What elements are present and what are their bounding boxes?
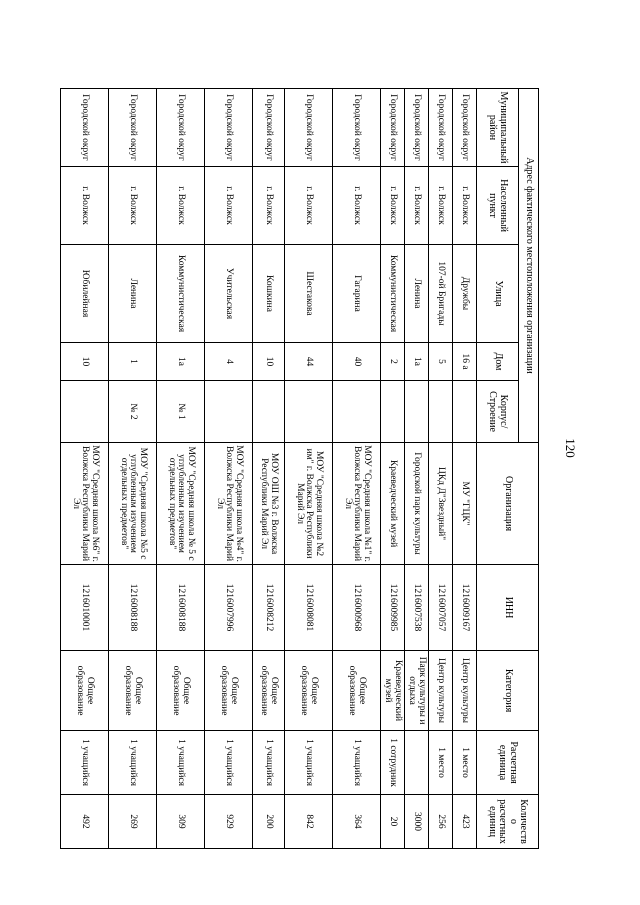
cell-building <box>333 381 381 443</box>
cell-inn: 1216008212 <box>253 565 285 651</box>
cell-organization: МОУ ОШ №3 г. Волжска Республики Марий Эл <box>253 443 285 565</box>
cell-inn: 1216010001 <box>61 565 109 651</box>
cell-unit: 1 учащийся <box>109 731 157 795</box>
cell-unit-count: 200 <box>253 795 285 849</box>
cell-street: Коммунистическая <box>157 245 205 343</box>
cell-inn: 1216009167 <box>453 565 477 651</box>
cell-building <box>285 381 333 443</box>
cell-inn: 1216007996 <box>205 565 253 651</box>
cell-organization: Городской парк культуры <box>405 443 429 565</box>
header-inn: ИНН <box>477 565 539 651</box>
cell-district: Городской округ <box>405 89 429 167</box>
cell-street: 107-ой Бригады <box>429 245 453 343</box>
cell-house: 5 <box>429 343 453 381</box>
cell-district: Городской округ <box>381 89 405 167</box>
cell-inn: 1216009985 <box>381 565 405 651</box>
cell-district: Городской округ <box>157 89 205 167</box>
cell-organization: МОУ "Средняя школа №2 им" г. Волжска Республики Марий Эл <box>285 443 333 565</box>
cell-district: Городской округ <box>285 89 333 167</box>
cell-unit-count: 269 <box>109 795 157 849</box>
table-row <box>157 89 205 849</box>
cell-street: Учительская <box>205 245 253 343</box>
cell-locality: г. Волжск <box>109 167 157 245</box>
cell-street: Ленина <box>405 245 429 343</box>
header-category: Категория <box>477 651 539 731</box>
cell-house: 4 <box>205 343 253 381</box>
cell-unit-count: 20 <box>381 795 405 849</box>
cell-locality: г. Волжск <box>429 167 453 245</box>
cell-category: Общее образование <box>285 651 333 731</box>
address-group-caption: Адрес фактического местоположения организации <box>519 89 539 443</box>
cell-inn: 1216007057 <box>429 565 453 651</box>
cell-house: 1а <box>157 343 205 381</box>
cell-organization: МУ "ГЦК" <box>453 443 477 565</box>
header-organization: Организация <box>477 443 539 565</box>
cell-unit-count: 423 <box>453 795 477 849</box>
cell-building: № 2 <box>109 381 157 443</box>
table-row <box>333 89 381 849</box>
cell-unit: 1 учащийся <box>61 731 109 795</box>
cell-house: 10 <box>61 343 109 381</box>
cell-unit-count: 256 <box>429 795 453 849</box>
cell-locality: г. Волжск <box>205 167 253 245</box>
header-district: Муниципальный район <box>477 89 519 167</box>
cell-locality: г. Волжск <box>405 167 429 245</box>
cell-street: Дружбы <box>453 245 477 343</box>
table-row <box>381 89 405 849</box>
header-unit-count: Количество расчетных единиц <box>477 795 539 849</box>
cell-unit-count: 364 <box>333 795 381 849</box>
cell-unit: 1 место <box>429 731 453 795</box>
cell-house: 2 <box>381 343 405 381</box>
cell-unit: 1 учащийся <box>157 731 205 795</box>
cell-district: Городской округ <box>453 89 477 167</box>
cell-inn: 1216007538 <box>405 565 429 651</box>
header-unit: Расчетная единица <box>477 731 539 795</box>
cell-organization: МОУ "Средняя школа №5 с углубленным изучением отдельных предметов" <box>109 443 157 565</box>
cell-house: 1а <box>405 343 429 381</box>
cell-category: Центр культуры <box>453 651 477 731</box>
cell-district: Городской округ <box>205 89 253 167</box>
cell-category: Общее образование <box>333 651 381 731</box>
caption-row <box>519 89 539 849</box>
cell-organization: МОУ "Средняя школа №6" г. Волжска Республики Марий Эл <box>61 443 109 565</box>
cell-locality: г. Волжск <box>61 167 109 245</box>
cell-building <box>405 381 429 443</box>
cell-unit: 1 учащийся <box>205 731 253 795</box>
table-row <box>61 89 109 849</box>
cell-unit: 1 учащийся <box>285 731 333 795</box>
cell-unit-count: 309 <box>157 795 205 849</box>
cell-house: 44 <box>285 343 333 381</box>
cell-house: 16 а <box>453 343 477 381</box>
cell-locality: г. Волжск <box>253 167 285 245</box>
cell-locality: г. Волжск <box>333 167 381 245</box>
organizations-table <box>60 88 539 849</box>
cell-category: Общее образование <box>61 651 109 731</box>
cell-organization: МОУ "Средняя школа №1" г. Волжска Республики Марий Эл <box>333 443 381 565</box>
cell-district: Городской округ <box>61 89 109 167</box>
header-street: Улица <box>477 245 519 343</box>
cell-unit <box>405 731 429 795</box>
cell-street: Ленина <box>109 245 157 343</box>
cell-category: Общее образование <box>253 651 285 731</box>
cell-unit: 1 место <box>453 731 477 795</box>
table-row <box>429 89 453 849</box>
cell-building <box>381 381 405 443</box>
cell-category: Общее образование <box>109 651 157 731</box>
header-house: Дом <box>477 343 519 381</box>
cell-unit-count: 492 <box>61 795 109 849</box>
cell-building <box>253 381 285 443</box>
cell-district: Городской округ <box>109 89 157 167</box>
cell-house: 10 <box>253 343 285 381</box>
cell-category: Краеведческий музей <box>381 651 405 731</box>
cell-organization: Краеведческий музей <box>381 443 405 565</box>
cell-organization: МОУ "Средняя школа №4" г. Волжска Республики Марий Эл <box>205 443 253 565</box>
table-row <box>253 89 285 849</box>
rotated-table-container <box>70 88 539 848</box>
cell-inn: 1216000968 <box>333 565 381 651</box>
cell-building: № 1 <box>157 381 205 443</box>
header-locality: Населенный пункт <box>477 167 519 245</box>
cell-category: Общее образование <box>205 651 253 731</box>
cell-inn: 1216008081 <box>285 565 333 651</box>
cell-building <box>429 381 453 443</box>
table-row <box>285 89 333 849</box>
cell-house: 40 <box>333 343 381 381</box>
cell-locality: г. Волжск <box>381 167 405 245</box>
table-row <box>205 89 253 849</box>
cell-building <box>205 381 253 443</box>
header-building: Корпус/ Строение <box>477 381 519 443</box>
cell-street: Шестакова <box>285 245 333 343</box>
cell-locality: г. Волжск <box>157 167 205 245</box>
cell-inn: 1216008188 <box>157 565 205 651</box>
cell-street: Коммунистическая <box>381 245 405 343</box>
table-row <box>405 89 429 849</box>
cell-building <box>453 381 477 443</box>
cell-house: 1 <box>109 343 157 381</box>
cell-building <box>61 381 109 443</box>
cell-district: Городской округ <box>429 89 453 167</box>
cell-category: Общее образование <box>157 651 205 731</box>
cell-category: Центр культуры <box>429 651 453 731</box>
table-row <box>453 89 477 849</box>
cell-organization: ЦКд Д"Звездный" <box>429 443 453 565</box>
cell-unit: 1 учащийся <box>333 731 381 795</box>
cell-organization: МОУ "Средняя школа № 5 с углубленным изучением отдельных предметов" <box>157 443 205 565</box>
cell-unit-count: 929 <box>205 795 253 849</box>
cell-unit-count: 3000 <box>405 795 429 849</box>
cell-street: Кошкина <box>253 245 285 343</box>
page-number: 120 <box>563 438 578 458</box>
cell-unit: 1 сотрудник <box>381 731 405 795</box>
table-row <box>109 89 157 849</box>
cell-street: Гагарина <box>333 245 381 343</box>
cell-category: Парк культуры и отдыха <box>405 651 429 731</box>
cell-unit-count: 842 <box>285 795 333 849</box>
cell-locality: г. Волжск <box>453 167 477 245</box>
cell-district: Городской округ <box>333 89 381 167</box>
cell-inn: 1216008188 <box>109 565 157 651</box>
cell-locality: г. Волжск <box>285 167 333 245</box>
cell-district: Городской округ <box>253 89 285 167</box>
cell-unit: 1 учащийся <box>253 731 285 795</box>
cell-street: Юбилейная <box>61 245 109 343</box>
